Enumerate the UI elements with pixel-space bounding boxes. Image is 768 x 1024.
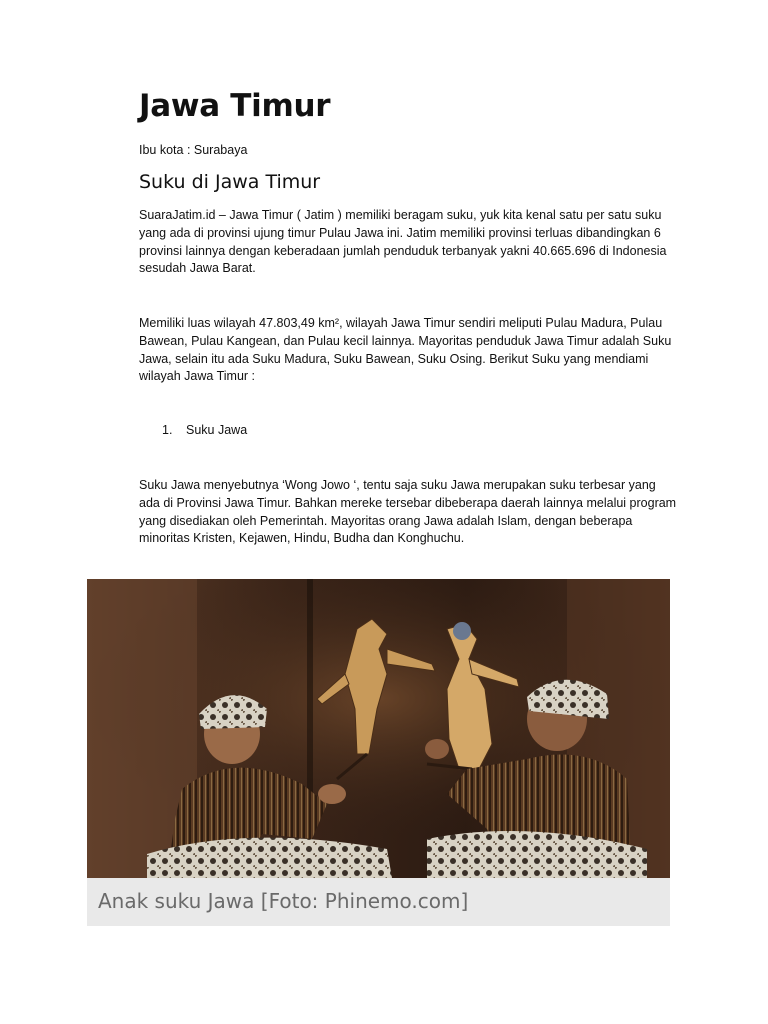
list-item-label: Suku Jawa bbox=[186, 423, 248, 437]
capital-line: Ibu kota : Surabaya bbox=[139, 143, 248, 157]
figure-caption-bar bbox=[87, 878, 670, 926]
paragraph-intro: SuaraJatim.id – Jawa Timur ( Jatim ) memiliki beragam suku, yuk kita kenal satu per satu suku yang ada di provinsi ujung timur Pulau Jawa ini. Jatim memiliki provinsi terluas dibandingkan 6 provinsi lainnya dengan keberadaan jumlah penduduk terbanyak yakni 40.665.696 di Indonesia sesudah Jawa Barat. bbox=[139, 208, 667, 276]
figure-caption: Anak suku Jawa [Foto: Phinemo.com] bbox=[98, 889, 469, 913]
paragraph-suku-jawa: Suku Jawa menyebutnya ‘Wong Jowo ‘, tentu saja suku Jawa merupakan suku terbesar yang ada di Provinsi Jawa Timur. Bahkan mereke tersebar dibeberapa daerah lainnya melalui program yang disediakan oleh Pemerintah. Mayoritas orang Jawa adalah Islam, dengan beberapa minoritas Kristen, Kejawen, Hindu, Budha dan Konghuchu. bbox=[139, 478, 677, 546]
section-heading: Suku di Jawa Timur bbox=[139, 171, 321, 193]
photo-illustration bbox=[87, 579, 670, 878]
document-title: Jawa Timur bbox=[139, 88, 331, 124]
list-item-number: 1. bbox=[162, 423, 173, 437]
ethnic-group-list bbox=[162, 423, 247, 437]
photo-children-shadow-puppets bbox=[87, 579, 670, 878]
list-item bbox=[162, 423, 247, 437]
paragraph-area: Memiliki luas wilayah 47.803,49 km², wilayah Jawa Timur sendiri meliputi Pulau Madura, Pulau Bawean, Pulau Kangean, dan Pulau kecil lainnya. Mayoritas penduduk Jawa Timur adalah Suku Jawa, selain itu ada Suku Madura, Suku Bawean, Suku Osing. Berikut Suku yang mendiami wilayah Jawa Timur : bbox=[139, 316, 672, 384]
